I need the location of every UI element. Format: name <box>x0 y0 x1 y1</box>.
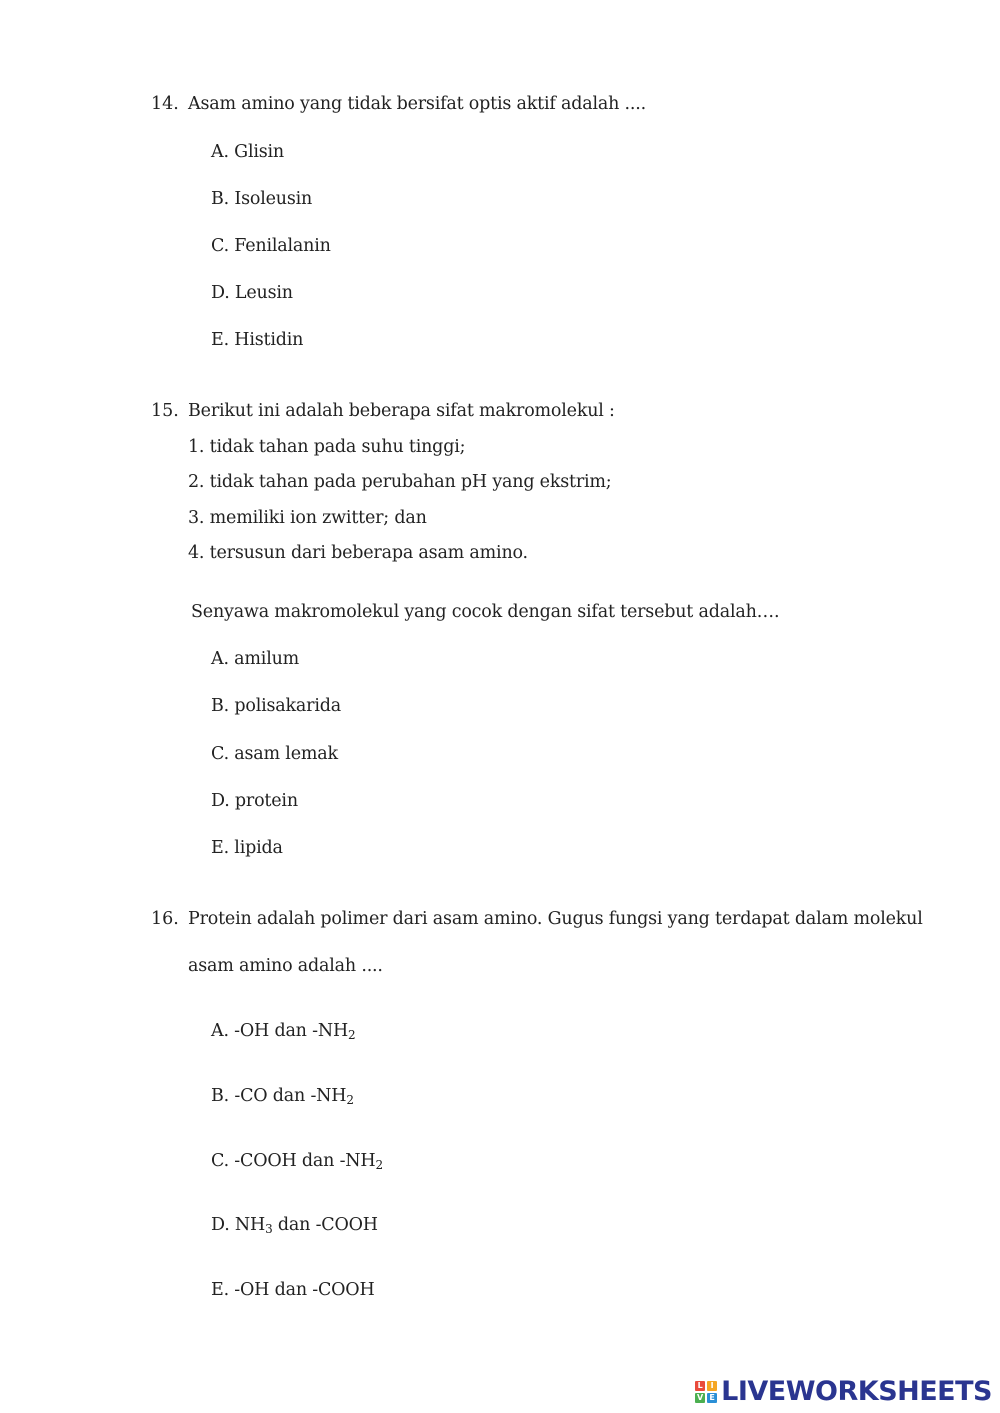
option-a-formula: A. -OH dan -NH <box>211 1021 349 1041</box>
question-16-text-line-2: asam amino adalah .... <box>188 956 383 976</box>
liveworksheets-logo-text: LIVEWORKSHEETS <box>721 1376 992 1407</box>
question-14-number: 14. <box>151 94 179 114</box>
option-c-subscript: 2 <box>375 1158 383 1172</box>
logo-cell-l: L <box>695 1381 705 1391</box>
property-3: 3. memiliki ion zwitter; dan <box>188 508 427 528</box>
question-14-option-b[interactable]: B. Isoleusin <box>211 189 313 209</box>
liveworksheets-logo-icon <box>695 1381 717 1403</box>
option-d-formula: D. NH <box>211 1215 266 1235</box>
question-16-text-line-1: Protein adalah polimer dari asam amino. Gugus fungsi yang terdapat dalam molekul <box>188 909 923 929</box>
question-15-option-e[interactable]: E. lipida <box>211 838 283 858</box>
question-14-option-a[interactable]: A. Glisin <box>211 142 284 162</box>
question-15-text: Berikut ini adalah beberapa sifat makromolekul : <box>188 401 615 421</box>
question-16-number: 16. <box>151 909 179 929</box>
question-14-option-d[interactable]: D. Leusin <box>211 283 293 303</box>
question-16-option-b[interactable] <box>211 1085 354 1107</box>
question-16-option-a[interactable] <box>211 1020 355 1042</box>
question-16-option-c[interactable] <box>211 1150 383 1172</box>
question-14-text: Asam amino yang tidak bersifat optis aktif adalah .... <box>188 94 647 114</box>
option-a-subscript: 2 <box>348 1028 356 1042</box>
question-15-option-b[interactable]: B. polisakarida <box>211 696 341 716</box>
property-1: 1. tidak tahan pada suhu tinggi; <box>188 437 466 457</box>
question-15-number: 15. <box>151 401 179 421</box>
logo-cell-e: E <box>707 1393 717 1403</box>
question-15-option-a[interactable]: A. amilum <box>211 649 300 669</box>
question-15-prompt: Senyawa makromolekul yang cocok dengan sifat tersebut adalah…. <box>191 602 780 622</box>
property-4: 4. tersusun dari beberapa asam amino. <box>188 543 528 563</box>
question-14-option-c[interactable]: C. Fenilalanin <box>211 236 331 256</box>
option-d-formula-rest: dan -COOH <box>272 1215 378 1235</box>
option-e-formula: E. -OH dan -COOH <box>211 1280 375 1300</box>
question-16-option-d[interactable] <box>211 1214 378 1236</box>
liveworksheets-watermark <box>695 1376 992 1407</box>
logo-cell-i: I <box>707 1381 717 1391</box>
question-16-option-e[interactable] <box>211 1279 375 1301</box>
question-15-option-c[interactable]: C. asam lemak <box>211 744 338 764</box>
option-b-subscript: 2 <box>346 1093 354 1107</box>
option-c-formula: C. -COOH dan -NH <box>211 1151 376 1171</box>
property-2: 2. tidak tahan pada perubahan pH yang ekstrim; <box>188 472 612 492</box>
question-15-option-d[interactable]: D. protein <box>211 791 298 811</box>
logo-cell-v: V <box>697 1393 704 1402</box>
option-d-subscript: 3 <box>265 1222 273 1236</box>
question-14-option-e[interactable]: E. Histidin <box>211 330 304 350</box>
option-b-formula: B. -CO dan -NH <box>211 1086 347 1106</box>
